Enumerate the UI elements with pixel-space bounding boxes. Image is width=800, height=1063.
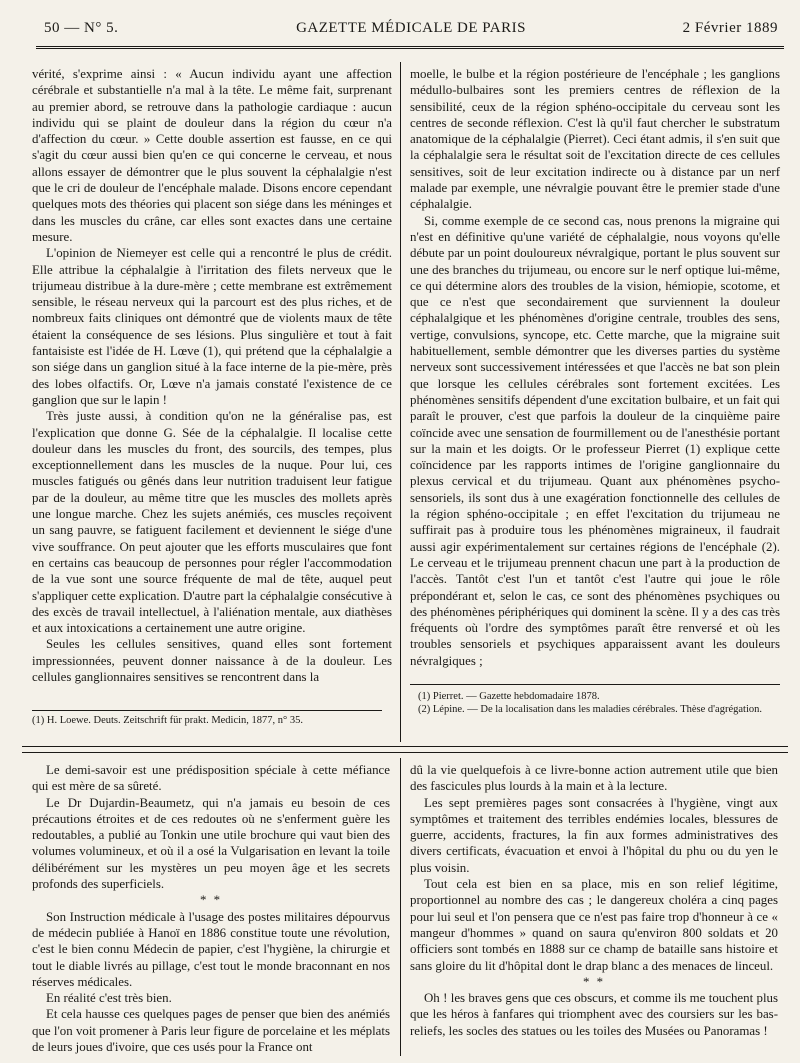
section-rule bbox=[22, 752, 788, 753]
top-right-column bbox=[410, 66, 780, 669]
column-divider bbox=[400, 62, 401, 742]
footnote: (1) Pierret. — Gazette hebdomadaire 1878. bbox=[418, 691, 600, 702]
bottom-left-column bbox=[32, 762, 390, 1055]
paragraph: L'opinion de Niemeyer est celle qui a rencontré le plus de crédit. Elle attribue la céphalalgie à l'irritation des filets nerveux que le trijumeau distribue à la dure-mère ; cette membrane est extrêmement sensible, le réseau nerveux qui la parcourt est des plus riches, et de nombreux faits cliniques ont démontré que de violents maux de tête étaient la conséquence de ses lésions. Plus singulière et tout à fait fantaisiste est l'idée de H. Lœve (1), qui prétend que la céphalalgie a son siége dans un ganglion situé à la face interne de la pie-mère, près des lobes olfactifs. Or, Lœve n'a jamais constaté l'existence de ce ganglion que sur le lapin ! bbox=[32, 246, 392, 407]
paragraph: Oh ! les braves gens que ces obscurs, et comme ils me touchent plus que les héros à fanfares qui triomphent avec des coursiers sur les bas-reliefs, les socles des statues ou les toiles des Musées ou Panoramas ! bbox=[410, 991, 778, 1038]
paragraph: Seules les cellules sensitives, quand elles sont fortement impressionnées, peuvent donner naissance à de la douleur. Les cellules ganglionnaires sensitives se rencontrent dans la bbox=[32, 637, 392, 684]
paragraph: Très juste aussi, à condition qu'on ne la généralise pas, est l'explication que donne G. Sée de la céphalalgie. Il localise cette douleur dans les muscles du front, des sourcils, des tempes, plus exceptionnellement dans les muscles de la nuque. Pour lui, ces muscles fatigués ou gênés dans leur nutrition traduisent leur fatigue par de la douleur, au même titre que les muscles des mollets après une longue marche. Chez les sujets anémiés, ces muscles reçoivent un sang pauvre, se fatiguent facilement et deviennent le siége d'une vive souffrance. On peut ajouter que les efforts musculaires que font en certains cas beaucoup de personnes pour régler l'accommodation de la vue sont une source fréquente de mal de tête, auquel peut s'appliquer cette explication. D'autre part la céphalalgie consécutive à des excès de travail intellectuel, à l'aliénation mentale, aux diathèses et aux intoxications a certainement une autre origine. bbox=[32, 409, 392, 636]
paragraph: moelle, le bulbe et la région postérieure de l'encéphale ; les ganglions médullo-bulbaires sont les premiers centres de réflexion de la sensibilité, ceux de la région sphéno-occipitale du cerveau sont les centres de seconde réflexion. C'est là qu'il faut chercher le substratum anatomique de la céphalalgie (Pierret). Ceci étant admis, il s'en suit que la céphalalgie sera le résultat soit de l'excitation directe de ces cellules sensitives, soit de leur excitation indirecte ou à distance par un nerf malade par exemple, une névralgie pouvant être le premier stade d'une céphalalgie. bbox=[410, 67, 780, 212]
paragraph: vérité, s'exprime ainsi : « Aucun individu ayant une affection cérébrale et substantielle n'a mal à la tête. Le même fait, surprenant au premier abord, se retrouve dans la pathologie cardiaque : aucun individu qui se plaint de douleur dans la région du cœur n'a d'affection du cœur. » Cette double assertion est fausse, en ce qui s'agit du cœur aussi bien qu'en ce qui concerne le cerveau, et nous allons essayer de démontrer que le plus souvent la céphalalgie n'est que le cri de douleur de l'encéphale malade. Disons encore cependant quelques mots des théories qui placent son siége dans les méninges et dans les muscles du crâne, car elles sont exactes dans une certaine mesure. bbox=[32, 67, 392, 244]
issue-date: 2 Février 1889 bbox=[682, 20, 778, 36]
header-rule bbox=[36, 46, 784, 49]
page-number: 50 — N° 5. bbox=[44, 20, 119, 36]
paragraph: Tout cela est bien en sa place, mis en son relief légitime, proportionnel au nombre des cas ; le dangereux choléra a cinq pages pour lui seul et l'on pensera que ce n'est pas faire trop d'honneur à ce « mangeur d'hommes » quand on saura qu'environ 800 soldats et 20 officiers sont tombés en 1888 sur ce champ de bataille sans histoire et sans gloire du lit d'hôpital dont le drap blanc a des menaces de linceul. bbox=[410, 877, 778, 973]
footnote-rule bbox=[410, 684, 780, 685]
bottom-right-column bbox=[410, 762, 778, 1039]
journal-title: GAZETTE MÉDICALE DE PARIS bbox=[296, 20, 526, 36]
column-divider bbox=[400, 758, 401, 1056]
page-header bbox=[44, 20, 778, 42]
paragraph: Si, comme exemple de ce second cas, nous prenons la migraine qui n'est en définitive qu'une variété de céphalalgie, nous voyons qu'elle débute par un point douloureux névralgique, portant le plus souvent sur une des branches du trijumeau, ou encore sur le nerf optique lui-même, ce qui détermine alors des troubles de la vision, hémiopie, scotome, et que ce n'est que secondairement que surviennent la douleur céphalalgique et les phénomènes d'origine centrale, troubles des sens, vertige, convulsions, syncope, etc. Cette marche, que la migraine suit habituellement, semble démontrer que les diverses parties du système nerveux sont successivement intéressées et que l'accès ne bat son plein que lorsque les cellules cérébrales sont fortement excitées. Les phénomènes sensitifs dépendent d'une excitation bulbaire, et un fait qui paraît le prouver, c'est que parfois la douleur de la cinquième paire coïncide avec une sensation de fourmillement ou de l'anesthésie portant sur la main et les doigts. Or le professeur Pierret (1) explique cette coïncidence par les rapports intimes de l'origine ganglionnaire du plexus cervical et du trijumeau. Quant aux phénomènes psycho-sensoriels, ils sont dus à une exagération fonctionnelle des cellules de la région sphéno-occipitale ; en effet l'excitation du trijumeau ne suffirait pas à produire tous les phénomènes migraineux, il faudrait aussi agir expérimentalement sur certaines régions de l'encéphale (2). Le cerveau et le trijumeau prennent chacun une part à la production de l'accès. Tantôt c'est l'un et tantôt c'est l'autre qui joue le rôle prépondérant et, selon le cas, ce sont des phénomènes psychiques ou des phénomènes périphériques qui dominent la scène. Il y a des cas très fréquents où l'ordre des symptômes paraît être renversé et où les troubles sensoriels et psychiques apparaissent avant les douleurs névralgiques ; bbox=[410, 213, 780, 668]
top-left-column bbox=[32, 66, 392, 685]
paragraph: Son Instruction médicale à l'usage des postes militaires dépourvus de médecin publiée à Hanoï en 1886 constitue toute une révolution, c'est le bien connu Médecin de papier, c'est l'hygiène, la chirurgie et tout le diable livrés au pillage, c'est tout le monde braconnant en nos réserves médicales. bbox=[32, 909, 390, 989]
footnote-rule bbox=[32, 710, 382, 711]
footnote: (1) H. Loewe. Deuts. Zeitschrift für prakt. Medicin, 1877, n° 35. bbox=[32, 715, 304, 726]
paragraph: Et cela hausse ces quelques pages de penser que bien des anémiés que l'on voit promener à Paris leur figure de porcelaine et les méplats de leurs joues d'ivoire, que ces usés pour la France ont bbox=[32, 1007, 390, 1055]
paragraph: En réalité c'est très bien. bbox=[46, 991, 172, 1006]
paragraph: dû la vie quelquefois à ce livre-bonne action autrement utile que bien des fascicules plus lourds à la main et à la lecture. bbox=[410, 763, 778, 794]
paragraph: Les sept premières pages sont consacrées à l'hygiène, vingt aux symptômes et traitement des terribles endémies locales, blessures de guerre, accidents, fractures, la fin aux formes administratives des divers certificats, évacuation et envoi à l'hôpital du phu ou du yen le plus voisin. bbox=[410, 795, 778, 875]
paragraph: Le demi-savoir est une prédisposition spéciale à cette méfiance qui est mère de sa sûreté. bbox=[32, 763, 390, 794]
footnote: (2) Lépine. — De la localisation dans les maladies cérébrales. Thèse d'agrégation. bbox=[418, 704, 762, 715]
paragraph: Le Dr Dujardin-Beaumetz, qui n'a jamais eu besoin de ces précautions étroites et de ces redoutes où ne s'enferment guère les redoutables, a publié au Tonkin une utile brochure qui vaut bien des volumes volumineux, et où il a osé la Vulgarisation en levant la toile délibérément sur les mystères un peu moyen âge et les secrets profonds des superficiels. bbox=[32, 795, 390, 892]
footnotes-right bbox=[418, 690, 780, 716]
section-separator: * * bbox=[199, 893, 223, 908]
footnotes-left bbox=[32, 714, 392, 727]
section-rule bbox=[22, 746, 788, 747]
section-separator: * * bbox=[582, 974, 606, 989]
